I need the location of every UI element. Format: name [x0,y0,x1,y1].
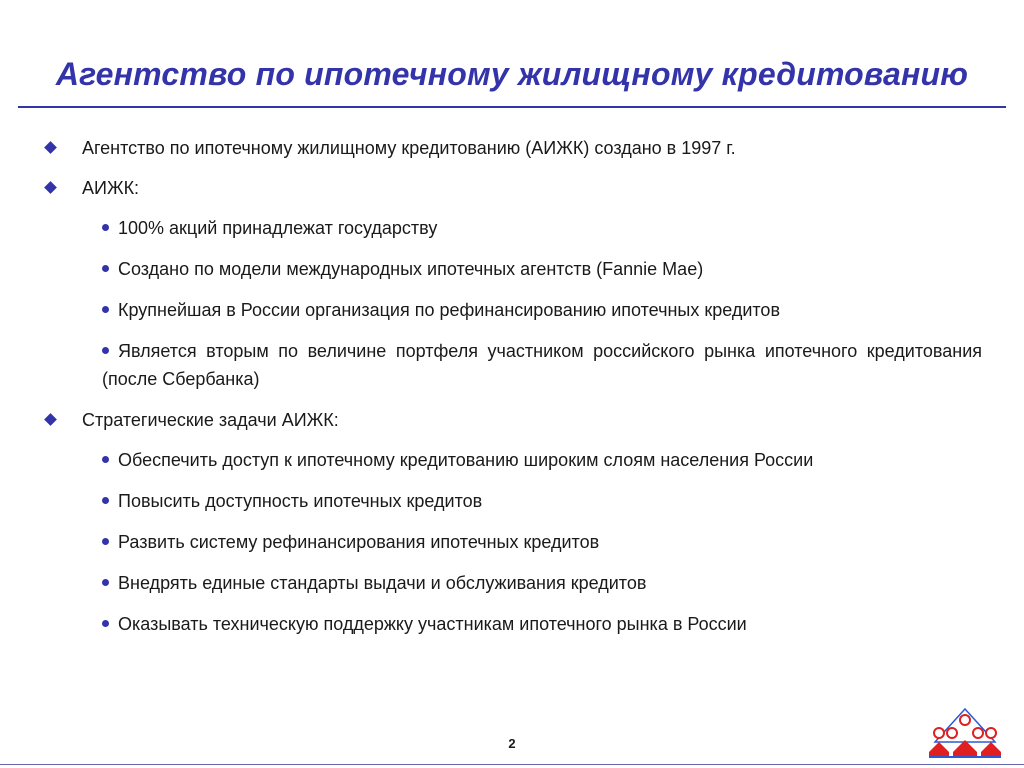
dot-bullet-icon [102,456,109,463]
logo-circle [973,728,983,738]
sub-bullet-text: Оказывать техническую поддержку участникам ипотечного рынка в России [118,614,747,634]
page-number: 2 [508,736,516,751]
dot-bullet-icon [102,306,109,313]
sub-bullet-text: Создано по модели международных ипотечных агентств (Fannie Mae) [118,259,704,279]
dot-bullet-icon [102,265,109,272]
logo-circle [934,728,944,738]
logo-house [981,742,1001,756]
sub-bullet-text: Развить систему рефинансирования ипотечных кредитов [118,532,600,552]
bottom-divider [0,764,1024,765]
agency-logo-icon [925,706,1005,758]
sub-bullet-text: Крупнейшая в России организация по рефинансированию ипотечных кредитов [118,300,781,320]
sub-bullet-item [42,337,982,393]
sub-bullet-item [42,446,982,474]
diamond-bullet-icon [44,413,57,426]
sub-bullet-text: 100% акций принадлежат государству [118,218,438,238]
sub-bullet-text: Обеспечить доступ к ипотечному кредитованию широким слоям населения России [118,450,814,470]
sub-bullet-item [42,610,982,638]
sub-bullet-item [42,528,982,556]
logo-base [929,756,1001,758]
dot-bullet-icon [102,538,109,545]
sub-bullet-item [42,569,982,597]
diamond-bullet-icon [44,141,57,154]
dot-bullet-icon [102,224,109,231]
bullet-item [42,174,982,202]
bullet-text: Стратегические задачи АИЖК: [82,410,339,430]
bullet-text: Агентство по ипотечному жилищному кредитованию (АИЖК) создано в 1997 г. [82,138,736,158]
sub-bullet-item [42,296,982,324]
dot-bullet-icon [102,497,109,504]
logo-circle [947,728,957,738]
sub-bullet-text: Является вторым по величине портфеля участником российского рынка ипотечного кредитования (после Сбербанка) [102,341,982,389]
logo-circle [986,728,996,738]
sub-bullet-item [42,487,982,515]
title-divider [18,106,1006,108]
logo-house [929,742,949,756]
bullet-item [42,406,982,434]
sub-bullet-item [42,214,982,242]
bullet-item [42,134,982,162]
sub-bullet-item [42,255,982,283]
sub-bullet-text: Повысить доступность ипотечных кредитов [118,491,483,511]
dot-bullet-icon [102,620,109,627]
dot-bullet-icon [102,579,109,586]
sub-bullet-text: Внедрять единые стандарты выдачи и обслуживания кредитов [118,573,647,593]
bullet-text: АИЖК: [82,178,140,198]
dot-bullet-icon [102,347,109,354]
slide-title: Агентство по ипотечному жилищному кредитованию [55,56,969,92]
logo-circle [960,715,970,725]
diamond-bullet-icon [44,181,57,194]
slide-content [42,134,982,651]
